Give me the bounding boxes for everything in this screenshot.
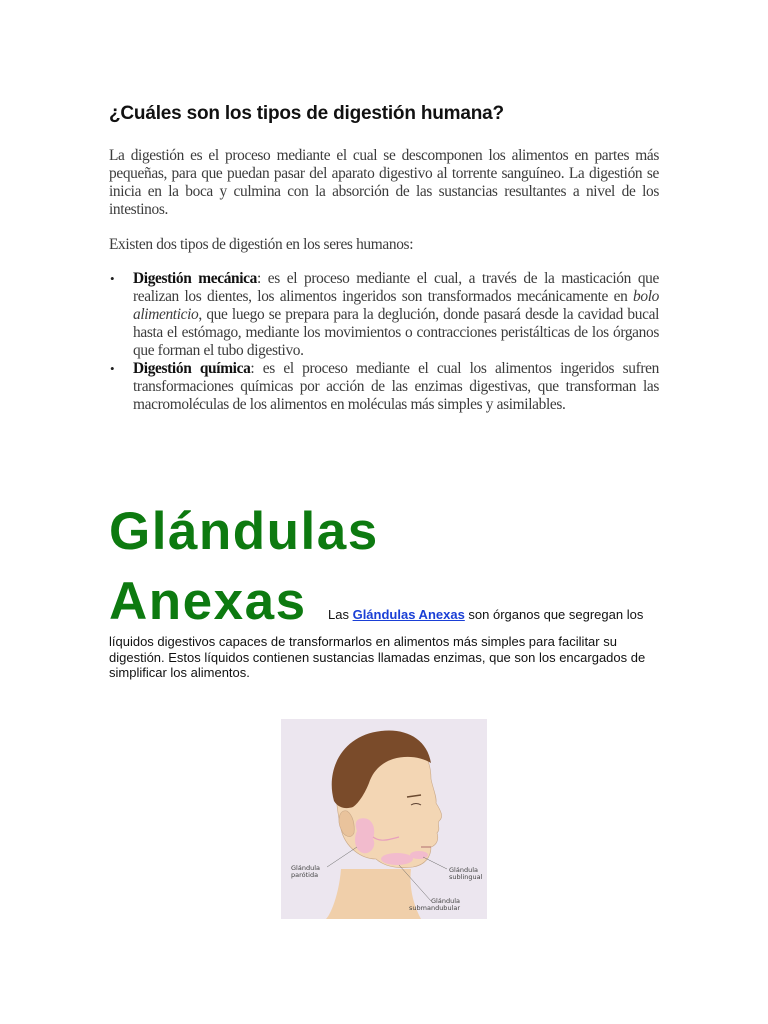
term-quimica: Digestión química	[133, 360, 251, 377]
sublingual-gland	[410, 851, 428, 859]
head-illustration	[281, 719, 487, 919]
bullet-marker: •	[110, 361, 115, 376]
intro-suffix: son órganos que segregan los	[464, 607, 644, 622]
definition-text: : es el proceso mediante el cual los alimentos ingeridos sufren transformaciones químicas por acción de las enzimas digestivas, que transforman las macromoléculas de los alimentos en moléculas más simples y asimilables.	[133, 360, 659, 413]
section-title-line-1: Glándulas	[109, 502, 379, 561]
intro-prefix: Las	[328, 607, 353, 622]
intro-paragraph: La digestión es el proceso mediante el cual se descomponen los alimentos en partes más pequeñas, para que puedan pasar del aparato digestivo al torrente sanguíneo. La digestión se inicia en la boca y culmina con la absorción de las sustancias resultantes a nivel de los intestinos.	[109, 147, 659, 218]
definition-part-1: : es el proceso mediante el cual, a través de la masticación que realizan los dientes, los alimentos ingeridos son transformados mecánicamente en	[133, 270, 659, 305]
submandibular-gland	[381, 853, 413, 865]
label-sublingual-2: sublingual	[449, 873, 483, 881]
label-parotida-2: parótida	[291, 871, 319, 879]
neck-shape	[326, 869, 421, 919]
section-title-line-2: Anexas	[109, 572, 307, 631]
page-heading: ¿Cuáles son los tipos de digestión humana?	[109, 103, 504, 124]
term-mecanica: Digestión mecánica	[133, 270, 258, 287]
bullet-marker: •	[110, 271, 115, 286]
list-item	[109, 360, 659, 414]
list-item	[109, 270, 659, 360]
salivary-glands-figure	[281, 719, 487, 919]
label-sublingual-1: Glándula	[449, 866, 478, 874]
definition-part-2: , que luego se prepara para la deglución, donde pasará desde la cavidad bucal hasta el estómago, mediante los movimientos o contracciones peristálticas de los órganos que forman el tubo digestivo.	[133, 306, 659, 359]
italic-term: bolo alimenticio	[133, 288, 659, 323]
glandulas-description: líquidos digestivos capaces de transformarlos en alimentos más simples para facilitar su digestión. Estos líquidos contienen sustancias llamadas enzimas, que son los encargados de simplificar los alimentos.	[109, 634, 646, 680]
glandulas-anexas-link[interactable]: Glándulas Anexas	[352, 607, 465, 622]
label-submandibular-1: Glándula	[431, 897, 460, 905]
label-parotida-1: Glándula	[291, 864, 320, 872]
label-submandibular-2: submandubular	[409, 904, 461, 912]
digestion-types-list	[109, 270, 659, 414]
glandulas-intro	[328, 607, 668, 622]
types-paragraph: Existen dos tipos de digestión en los seres humanos:	[109, 236, 414, 253]
parotid-gland	[355, 818, 374, 853]
